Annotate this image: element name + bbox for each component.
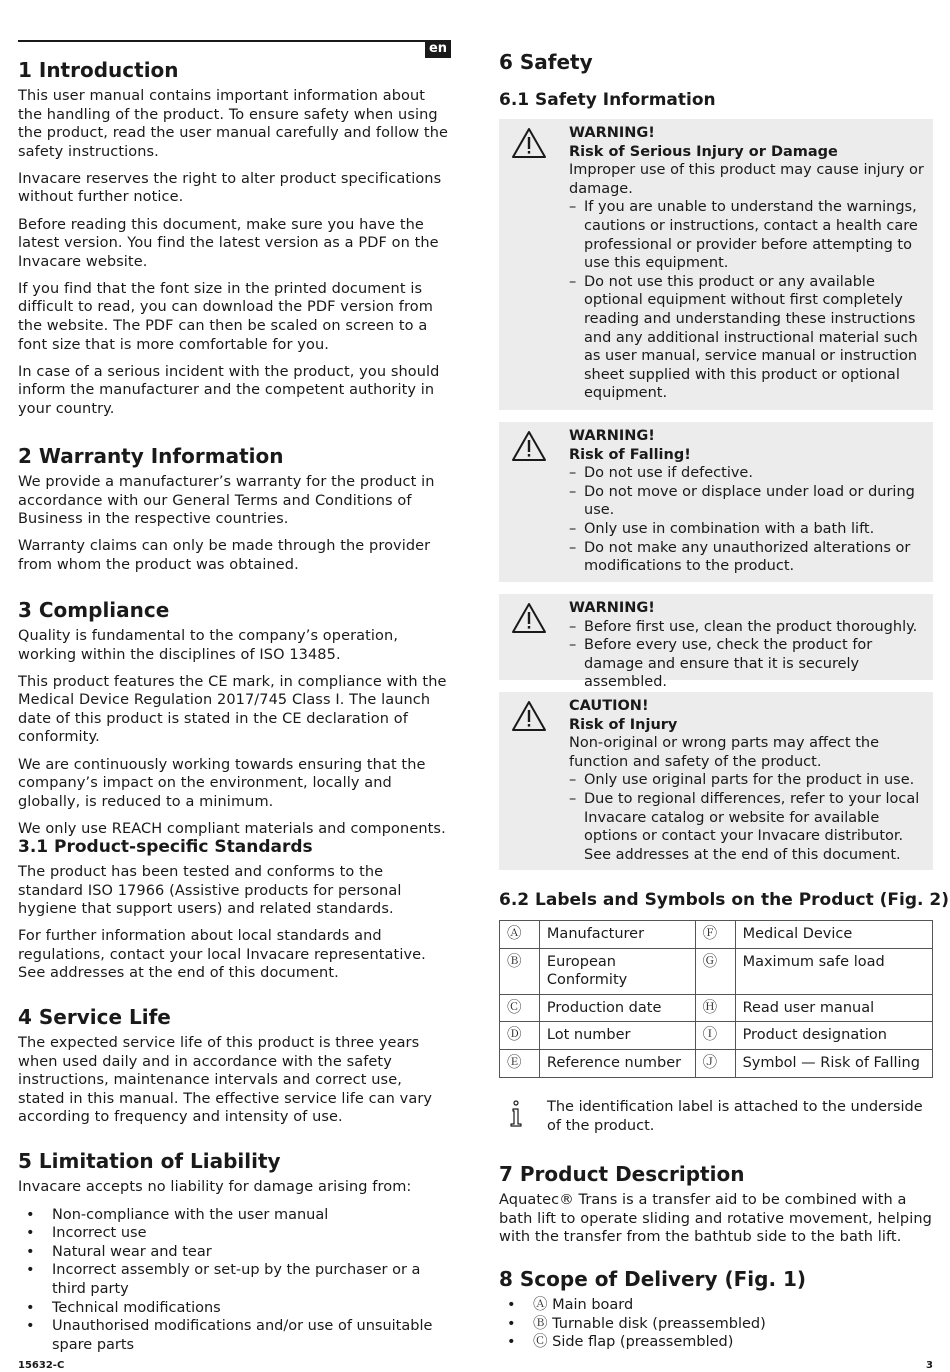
list-item: – Only use original parts for the product in use. — [569, 771, 925, 790]
list-item: – Do not make any unauthorized alterations or modifications to the product. — [569, 539, 925, 576]
paragraph: Aquatec® Trans is a transfer aid to be combined with a bath lift to operate sliding and rotative movement, helping with the transfer from the bathtub side to the bath lift. — [499, 1192, 932, 1246]
table-row — [500, 1049, 933, 1077]
symbol-key: Ⓖ — [695, 948, 735, 994]
warning-box-serious-injury — [499, 119, 933, 410]
section-title: 5 Limitation of Liability — [18, 1149, 281, 1173]
symbol-label: European Conformity — [539, 948, 695, 994]
paragraph: Quality is fundamental to the company’s operation, working within the disciplines of ISO 13485. — [18, 628, 399, 663]
list-item: • Ⓐ Main board — [499, 1296, 933, 1315]
list-item: • Ⓑ Turnable disk (preassembled) — [499, 1315, 933, 1334]
header-rule — [18, 40, 451, 42]
symbol-key: Ⓙ — [695, 1049, 735, 1077]
warning-list — [569, 198, 925, 403]
symbol-key: Ⓓ — [500, 1022, 540, 1050]
subsection-title: 6.1 Safety Information — [499, 90, 716, 110]
section-service-life — [18, 1005, 452, 1127]
table-row — [500, 921, 933, 949]
section-title: 3 Compliance — [18, 598, 170, 622]
paragraph: Before reading this document, make sure you have the latest version. You find the latest version as a PDF on the Invacare website. — [18, 216, 439, 270]
list-item: – Before first use, clean the product thoroughly. — [569, 618, 925, 637]
section-title: 7 Product Description — [499, 1162, 745, 1186]
subsection-labels-symbols — [499, 889, 949, 911]
info-text: The identification label is attached to the underside of the product. — [547, 1099, 923, 1134]
warning-heading: WARNING! — [569, 428, 655, 444]
list-item: – Before every use, check the product for damage and ensure that it is securely assembled. — [569, 636, 925, 692]
paragraph: The product has been tested and conforms to the standard ISO 17966 (Assistive products for personal hygiene that support users) and related standards. — [18, 864, 402, 918]
symbol-label: Product designation — [735, 1022, 932, 1050]
section-title: 2 Warranty Information — [18, 444, 284, 468]
symbol-key: Ⓐ — [500, 921, 540, 949]
delivery-list — [499, 1296, 933, 1352]
warning-triangle-icon — [511, 430, 547, 462]
section-introduction — [18, 58, 452, 419]
list-item: – Do not use if defective. — [569, 464, 925, 483]
caution-text: Non-original or wrong parts may affect the function and safety of the product. — [569, 735, 879, 770]
section-product-standards — [18, 836, 452, 983]
list-item: • Incorrect assembly or set-up by the purchaser or a third party — [18, 1261, 452, 1298]
liability-list — [18, 1206, 452, 1355]
list-item: • Unauthorised modifications and/or use of unsuitable spare parts — [18, 1317, 452, 1354]
paragraph: If you find that the font size in the printed document is difficult to read, you can download the PDF version from the website. The PDF can then be scaled on screen to a font size that is more comfortable for you. — [18, 280, 433, 353]
warning-box-falling — [499, 422, 933, 582]
warning-triangle-icon — [511, 700, 547, 732]
paragraph: Invacare accepts no liability for damage arising from: — [18, 1179, 412, 1195]
symbol-label: Read user manual — [735, 994, 932, 1022]
page-number: 3 — [926, 1360, 933, 1371]
paragraph: We only use REACH compliant materials and components. — [18, 820, 446, 837]
section-product-description — [499, 1162, 933, 1247]
symbol-label: Reference number — [539, 1049, 695, 1077]
paragraph: Invacare reserves the right to alter product specifications without further notice. — [18, 170, 442, 206]
warning-text: Improper use of this product may cause injury or damage. — [569, 162, 924, 197]
section-compliance — [18, 598, 452, 838]
list-item: – Due to regional differences, refer to your local Invacare catalog or website for available options or contact your Invacare distributor. See addresses at the end of this document. — [569, 790, 925, 864]
subsection-title: 6.2 Labels and Symbols on the Product (Fig. 2) — [499, 890, 949, 910]
symbol-label: Medical Device — [735, 921, 932, 949]
warning-heading: WARNING! — [569, 600, 655, 616]
paragraph: This user manual contains important information about the handling of the product. To ensure safety when using the product, read the user manual carefully and follow the safety instructions. — [18, 88, 449, 160]
list-item: – Only use in combination with a bath lift. — [569, 520, 925, 539]
symbol-key: Ⓔ — [500, 1049, 540, 1077]
section-safety — [499, 50, 933, 74]
table-row — [500, 994, 933, 1022]
paragraph: For further information about local standards and regulations, contact your local Invacare representative. See addresses at the end of this document. — [18, 928, 426, 982]
warning-triangle-icon — [511, 127, 547, 159]
caution-heading: CAUTION! — [569, 698, 649, 714]
list-item: • Technical modifications — [18, 1299, 452, 1318]
section-title: 4 Service Life — [18, 1005, 171, 1029]
list-item: • Non-compliance with the user manual — [18, 1206, 452, 1225]
paragraph: The expected service life of this product is three years when used daily and in accordance with the safety instructions, maintenance intervals and correct use, stated in this manual. The effective service life can vary according to frequency and intensity of use. — [18, 1035, 433, 1126]
paragraph: In case of a serious incident with the product, you should inform the manufacturer and the competent authority in your country. — [18, 363, 440, 417]
warning-box-cleaning — [499, 594, 933, 691]
section-title: 1 Introduction — [18, 58, 179, 82]
symbol-key: Ⓑ — [500, 948, 540, 994]
list-item: • Natural wear and tear — [18, 1243, 452, 1262]
paragraph: This product features the CE mark, in compliance with the Medical Device Regulation 2017/745 Class I. The launch date of this product is stated in the CE declaration of conformity. — [18, 673, 447, 746]
list-item: – If you are unable to understand the warnings, cautions or instructions, contact a health care professional or provider before attempting to use this equipment. — [569, 198, 925, 272]
table-row — [500, 1022, 933, 1050]
warning-subheading: Risk of Serious Injury or Damage — [569, 143, 838, 160]
warning-list — [569, 618, 925, 692]
warning-triangle-icon — [511, 602, 547, 634]
caution-box-injury — [499, 692, 933, 870]
section-liability — [18, 1149, 452, 1354]
symbol-label: Production date — [539, 994, 695, 1022]
symbol-key: Ⓕ — [695, 921, 735, 949]
section-scope-of-delivery — [499, 1267, 933, 1352]
caution-subheading: Risk of Injury — [569, 716, 678, 733]
paragraph: Warranty claims can only be made through the provider from whom the product was obtained. — [18, 538, 431, 573]
list-item: • Ⓒ Side flap (preassembled) — [499, 1333, 933, 1352]
subsection-safety-information — [499, 89, 933, 111]
info-note — [499, 1098, 933, 1135]
symbol-label: Manufacturer — [539, 921, 695, 949]
warning-heading: WARNING! — [569, 125, 655, 141]
symbol-label: Symbol — Risk of Falling — [735, 1049, 932, 1077]
list-item: – Do not move or displace under load or during use. — [569, 483, 925, 520]
symbol-label: Lot number — [539, 1022, 695, 1050]
language-badge: en — [425, 40, 451, 58]
symbol-label: Maximum safe load — [735, 948, 932, 994]
symbol-key: Ⓘ — [695, 1022, 735, 1050]
document-number: 15632-C — [18, 1360, 65, 1371]
warning-subheading: Risk of Falling! — [569, 446, 691, 463]
section-title: 6 Safety — [499, 50, 593, 74]
section-warranty — [18, 444, 452, 574]
symbol-key: Ⓒ — [500, 994, 540, 1022]
list-item: • Incorrect use — [18, 1224, 452, 1243]
symbol-key: Ⓗ — [695, 994, 735, 1022]
subsection-title: 3.1 Product-specific Standards — [18, 837, 313, 857]
info-icon — [509, 1100, 523, 1128]
warning-list — [569, 464, 925, 576]
caution-list — [569, 771, 925, 864]
paragraph: We are continuously working towards ensuring that the company’s impact on the environment, locally and globally, is reduced to a minimum. — [18, 756, 426, 810]
table-row — [500, 948, 933, 994]
paragraph: We provide a manufacturer’s warranty for the product in accordance with our General Terms and Conditions of Business in the respective countries. — [18, 474, 435, 528]
list-item: – Do not use this product or any available optional equipment without first completely reading and understanding these instructions and any additional instructional material such as user manual, service manual or instruction sheet supplied with this product or optional equipment. — [569, 273, 925, 403]
section-title: 8 Scope of Delivery (Fig. 1) — [499, 1267, 807, 1291]
symbols-table — [499, 920, 933, 1078]
